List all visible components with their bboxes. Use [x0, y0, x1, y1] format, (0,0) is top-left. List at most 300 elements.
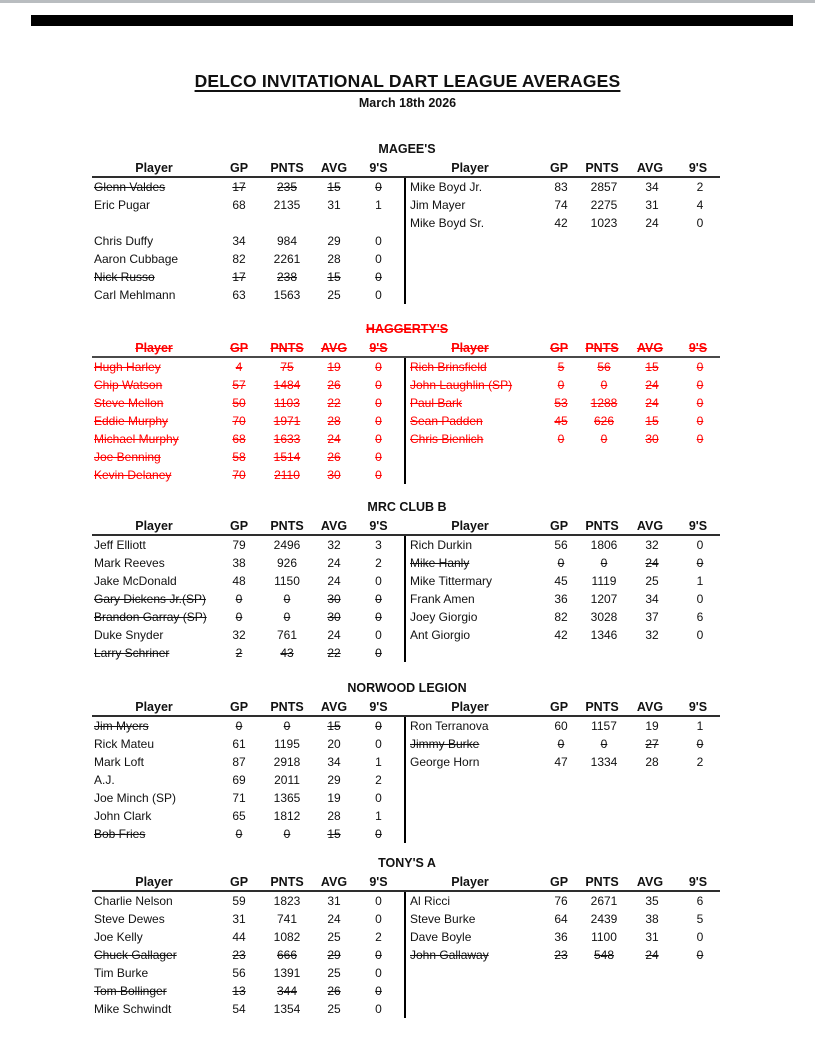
stat-gp: 76 [554, 894, 568, 908]
player-row [406, 626, 720, 644]
player-row [92, 214, 404, 232]
stat-nines: 0 [696, 948, 704, 962]
player-row [92, 735, 404, 753]
player-name: Duke Snyder [94, 628, 164, 642]
stat-avg [624, 982, 680, 1000]
rows [92, 717, 404, 843]
player-row [406, 982, 720, 1000]
player-name: Chuck Gallager [94, 948, 177, 962]
stat-avg: 28 [327, 809, 341, 823]
col-header-avg: AVG [636, 519, 664, 533]
player-row [92, 466, 404, 484]
player-name: Steve Dewes [94, 912, 165, 926]
player-name: Mark Reeves [94, 556, 165, 570]
stat-gp [216, 214, 262, 232]
player-row [406, 376, 720, 394]
rows [92, 178, 404, 304]
stat-nines: 0 [375, 827, 382, 841]
player-name: Jim Mayer [410, 198, 466, 212]
player-name [406, 825, 538, 843]
stat-pnts: 0 [283, 610, 291, 624]
player-name: George Horn [410, 755, 480, 769]
stat-gp: 4 [235, 360, 243, 374]
player-row [92, 608, 404, 626]
stat-nines: 0 [375, 468, 382, 482]
stats-table-right [404, 340, 720, 484]
stat-pnts: 0 [600, 737, 608, 751]
rows [406, 717, 720, 843]
stat-pnts: 1346 [590, 628, 618, 642]
stat-gp: 59 [232, 894, 246, 908]
stat-nines [680, 982, 720, 1000]
stat-gp [538, 448, 584, 466]
col-header-avg: AVG [636, 161, 664, 175]
stat-pnts [584, 1000, 624, 1018]
stat-nines: 0 [696, 628, 704, 642]
player-name [406, 644, 538, 662]
header-row [92, 340, 404, 358]
col-header-gp: GP [229, 519, 249, 533]
stats-table [92, 160, 722, 304]
stat-gp: 54 [232, 1002, 246, 1016]
stat-avg [624, 232, 680, 250]
stat-gp: 0 [235, 827, 243, 841]
player-name: Chris Bienlich [410, 432, 484, 446]
stat-pnts: 626 [593, 414, 615, 428]
stat-pnts: 1207 [590, 592, 618, 606]
stat-gp: 5 [557, 360, 565, 374]
stat-pnts: 2011 [274, 773, 300, 787]
stat-avg: 26 [327, 378, 341, 392]
stat-nines: 0 [375, 360, 382, 374]
stat-pnts: 1354 [273, 1002, 301, 1016]
stat-nines [680, 789, 720, 807]
stat-nines: 0 [375, 894, 382, 908]
header-row [404, 518, 720, 536]
stat-nines: 0 [375, 396, 382, 410]
stat-gp: 34 [232, 234, 246, 248]
player-name: Kevin Delaney [94, 468, 172, 482]
stat-nines: 0 [375, 414, 382, 428]
player-name: Nick Russo [94, 270, 155, 284]
col-header-nines: 9'S [688, 519, 708, 533]
stat-avg: 24 [327, 912, 341, 926]
stat-pnts: 1484 [273, 378, 301, 392]
player-row [92, 626, 404, 644]
col-header-nines: 9'S [688, 700, 708, 714]
stat-pnts: 235 [276, 180, 298, 194]
stat-gp: 83 [554, 180, 568, 194]
col-header-gp: GP [229, 700, 249, 714]
rows [406, 178, 720, 304]
player-name: John Clark [94, 809, 152, 823]
player-name: Rich Durkin [410, 538, 473, 552]
col-header-avg: AVG [320, 875, 348, 889]
player-name: Larry Schriner [94, 646, 170, 660]
table-rows [92, 536, 404, 662]
stat-pnts: 2857 [590, 180, 618, 194]
player-name: Joe Benning [94, 450, 161, 464]
stat-avg [624, 448, 680, 466]
player-row [406, 910, 720, 928]
col-header-avg: AVG [636, 700, 664, 714]
stat-nines [680, 232, 720, 250]
player-row [406, 946, 720, 964]
stat-nines [680, 268, 720, 286]
stat-gp: 0 [557, 556, 565, 570]
stat-gp: 50 [232, 396, 246, 410]
player-name: Joe Kelly [94, 930, 143, 944]
player-row [92, 430, 404, 448]
player-row [92, 590, 404, 608]
stat-avg [624, 644, 680, 662]
stat-nines: 0 [375, 432, 382, 446]
stat-gp [538, 789, 584, 807]
player-row [406, 964, 720, 982]
stat-avg: 31 [645, 930, 659, 944]
player-name: Sean Padden [410, 414, 483, 428]
player-name [406, 771, 538, 789]
stat-avg: 26 [327, 450, 341, 464]
col-header-avg: AVG [320, 519, 348, 533]
stat-nines [680, 825, 720, 843]
stat-nines: 0 [375, 984, 382, 998]
table-rows [404, 358, 720, 484]
stat-pnts [584, 789, 624, 807]
player-row [92, 825, 404, 843]
player-name: Aaron Cubbage [94, 252, 179, 266]
player-name [406, 964, 538, 982]
stat-avg: 24 [645, 378, 659, 392]
player-row [406, 608, 720, 626]
col-header-nines: 9'S [369, 875, 388, 889]
stat-gp [538, 286, 584, 304]
stat-pnts: 3028 [590, 610, 618, 624]
team-section [92, 141, 722, 304]
stat-nines: 2 [375, 930, 382, 944]
stat-gp: 42 [554, 628, 568, 642]
col-header-pnts: PNTS [585, 875, 619, 889]
col-header-avg: AVG [320, 161, 348, 175]
stat-avg: 22 [327, 646, 341, 660]
player-name: Chip Watson [94, 378, 163, 392]
stat-pnts [584, 964, 624, 982]
stat-pnts: 1100 [591, 930, 617, 944]
stat-avg: 28 [327, 414, 341, 428]
col-header-player: Player [451, 700, 489, 714]
stat-nines: 1 [696, 719, 704, 733]
stat-avg: 24 [645, 948, 659, 962]
stat-pnts: 1365 [273, 791, 301, 805]
player-row [406, 430, 720, 448]
stat-gp: 0 [235, 610, 243, 624]
player-name: Eric Pugar [94, 198, 151, 212]
player-name: Eddie Murphy [94, 414, 169, 428]
stat-gp: 70 [232, 468, 246, 482]
stat-pnts: 0 [283, 719, 291, 733]
player-row [92, 946, 404, 964]
stat-gp: 17 [232, 270, 246, 284]
stat-nines: 2 [375, 556, 382, 570]
stat-gp: 56 [232, 966, 246, 980]
table-rows [92, 358, 404, 484]
stats-table [92, 874, 722, 1018]
stat-gp: 56 [554, 538, 568, 552]
player-row [406, 789, 720, 807]
team-section [92, 499, 722, 662]
player-name: Joe Minch (SP) [94, 791, 177, 805]
stat-pnts: 344 [276, 984, 298, 998]
player-name [406, 448, 538, 466]
table-rows [92, 178, 404, 304]
stat-avg: 38 [645, 912, 659, 926]
player-row [406, 232, 720, 250]
stat-avg: 24 [645, 556, 659, 570]
stat-gp: 58 [232, 450, 246, 464]
player-row [92, 807, 404, 825]
stat-gp [538, 268, 584, 286]
player-row [406, 590, 720, 608]
stat-gp: 68 [232, 198, 246, 212]
stat-pnts: 0 [600, 556, 608, 570]
table-rows [404, 892, 720, 1018]
player-row [406, 554, 720, 572]
col-header-pnts: PNTS [585, 519, 619, 533]
stat-pnts: 2261 [273, 252, 301, 266]
header-row [92, 518, 404, 536]
stat-gp: 82 [232, 252, 246, 266]
stat-pnts: 1157 [591, 719, 617, 733]
stat-avg [624, 466, 680, 484]
player-name [406, 250, 538, 268]
col-header-nines: 9'S [369, 519, 388, 533]
stat-nines: 0 [696, 360, 704, 374]
stat-avg: 25 [645, 574, 659, 588]
header-row [404, 874, 720, 892]
stat-nines: 0 [375, 1002, 382, 1016]
player-row [406, 394, 720, 412]
player-name: Steve Mellon [94, 396, 164, 410]
player-row [92, 286, 404, 304]
col-header-player: Player [135, 519, 173, 533]
player-row [92, 717, 404, 735]
team-title: HAGGERTY'S [365, 322, 449, 336]
stat-avg: 15 [327, 180, 341, 194]
stat-gp: 45 [554, 414, 568, 428]
header-row [92, 160, 404, 178]
stat-gp: 57 [232, 378, 246, 392]
rows [92, 358, 404, 484]
stat-nines: 2 [375, 773, 382, 787]
col-header-pnts: PNTS [270, 161, 304, 175]
col-header-nines: 9'S [688, 341, 708, 355]
player-name: Glenn Valdes [94, 180, 166, 194]
stat-pnts [584, 232, 624, 250]
stat-nines: 0 [696, 538, 704, 552]
player-row [92, 771, 404, 789]
stat-avg: 31 [327, 198, 341, 212]
player-row [92, 964, 404, 982]
player-name: Mike Boyd Sr. [410, 216, 485, 230]
stats-table-left [92, 699, 404, 843]
player-row [406, 753, 720, 771]
stat-pnts: 1023 [590, 216, 618, 230]
stat-avg [312, 214, 356, 232]
player-name: Ant Giorgio [410, 628, 471, 642]
stat-nines: 0 [375, 270, 382, 284]
col-header-avg: AVG [636, 875, 664, 889]
player-row [92, 572, 404, 590]
player-name: Frank Amen [410, 592, 475, 606]
stat-pnts: 1391 [273, 966, 301, 980]
stat-gp: 82 [554, 610, 568, 624]
stat-nines: 1 [375, 198, 382, 212]
stat-pnts: 1633 [273, 432, 301, 446]
page-date: March 18th 2026 [358, 96, 457, 110]
player-row [92, 448, 404, 466]
stat-nines: 0 [375, 252, 382, 266]
stat-gp: 47 [554, 755, 568, 769]
stat-pnts [584, 448, 624, 466]
col-header-gp: GP [549, 519, 569, 533]
player-row [92, 982, 404, 1000]
player-name [406, 268, 538, 286]
col-header-pnts: PNTS [585, 341, 619, 355]
stat-nines [680, 644, 720, 662]
player-row [92, 554, 404, 572]
player-name: Chris Duffy [94, 234, 154, 248]
stats-table-right [404, 874, 720, 1018]
stat-avg: 28 [327, 252, 341, 266]
player-row [92, 753, 404, 771]
player-name [406, 232, 538, 250]
stat-pnts: 1514 [273, 450, 301, 464]
player-name [92, 214, 216, 232]
stat-gp: 17 [232, 180, 246, 194]
player-name: Rich Brinsfield [410, 360, 487, 374]
col-header-gp: GP [549, 875, 569, 889]
player-row [406, 466, 720, 484]
stat-gp [538, 250, 584, 268]
stat-nines: 0 [375, 610, 382, 624]
stat-gp: 69 [232, 773, 246, 787]
player-row [406, 286, 720, 304]
col-header-nines: 9'S [369, 341, 388, 355]
stat-pnts: 1334 [590, 755, 618, 769]
col-header-pnts: PNTS [585, 161, 619, 175]
stat-avg: 31 [645, 198, 659, 212]
player-row [92, 928, 404, 946]
stat-nines [680, 286, 720, 304]
stat-avg: 24 [645, 396, 659, 410]
stat-avg: 29 [327, 234, 341, 248]
player-row [406, 807, 720, 825]
stat-gp: 32 [232, 628, 246, 642]
col-header-gp: GP [229, 875, 249, 889]
stat-pnts: 1823 [273, 894, 301, 908]
player-name: Bob Fries [94, 827, 146, 841]
stats-table-right [404, 699, 720, 843]
stat-avg: 30 [327, 592, 341, 606]
player-name: Jim Myers [94, 719, 149, 733]
stat-gp: 0 [557, 378, 565, 392]
player-row [92, 412, 404, 430]
stat-pnts: 1288 [590, 396, 618, 410]
player-name: Steve Burke [410, 912, 476, 926]
col-header-pnts: PNTS [270, 875, 304, 889]
col-header-nines: 9'S [369, 161, 388, 175]
col-header-gp: GP [549, 700, 569, 714]
col-header-pnts: PNTS [585, 700, 619, 714]
stat-avg: 30 [327, 468, 341, 482]
stat-pnts: 1971 [273, 414, 301, 428]
stat-avg: 24 [327, 628, 341, 642]
player-row [92, 358, 404, 376]
col-header-avg: AVG [636, 341, 664, 355]
player-name [406, 982, 538, 1000]
stat-nines: 0 [375, 628, 382, 642]
stat-pnts: 761 [276, 628, 298, 642]
page-title: DELCO INVITATIONAL DART LEAGUE AVERAGES [194, 71, 621, 91]
stat-nines: 0 [375, 234, 382, 248]
stat-nines: 0 [375, 719, 382, 733]
stat-avg [624, 789, 680, 807]
stat-pnts [584, 268, 624, 286]
stat-gp: 70 [232, 414, 246, 428]
player-row [406, 250, 720, 268]
rows [92, 536, 404, 662]
stat-pnts: 1806 [590, 538, 618, 552]
stat-pnts [584, 644, 624, 662]
player-row [406, 196, 720, 214]
stat-pnts: 2135 [273, 198, 301, 212]
col-header-gp: GP [229, 161, 249, 175]
col-header-avg: AVG [320, 700, 348, 714]
stat-gp: 42 [554, 216, 568, 230]
stat-pnts: 1812 [273, 809, 301, 823]
stat-pnts [584, 286, 624, 304]
stat-avg: 34 [327, 755, 341, 769]
stat-gp: 60 [554, 719, 568, 733]
stat-pnts: 0 [283, 827, 291, 841]
col-header-player: Player [451, 519, 489, 533]
stat-gp: 64 [554, 912, 568, 926]
player-name: Ron Terranova [410, 719, 489, 733]
player-row [406, 572, 720, 590]
team-title: MAGEE'S [378, 142, 436, 156]
stat-avg: 19 [327, 360, 341, 374]
stat-pnts: 2439 [590, 912, 618, 926]
player-name: Jake McDonald [94, 574, 177, 588]
stat-gp: 0 [235, 719, 243, 733]
stats-table-right [404, 518, 720, 662]
player-name [406, 286, 538, 304]
table-rows [92, 892, 404, 1018]
col-header-player: Player [135, 700, 173, 714]
stat-gp: 2 [235, 646, 243, 660]
stat-nines: 0 [375, 378, 382, 392]
player-name: Dave Boyle [410, 930, 472, 944]
header-row [404, 160, 720, 178]
stat-gp: 63 [232, 288, 246, 302]
stat-gp: 36 [554, 930, 568, 944]
stat-gp: 48 [232, 574, 246, 588]
team-sections-container [0, 141, 815, 1018]
header-row [92, 699, 404, 717]
team-title: MRC CLUB B [367, 500, 447, 514]
stat-avg: 25 [327, 1002, 341, 1016]
stat-gp: 13 [232, 984, 246, 998]
